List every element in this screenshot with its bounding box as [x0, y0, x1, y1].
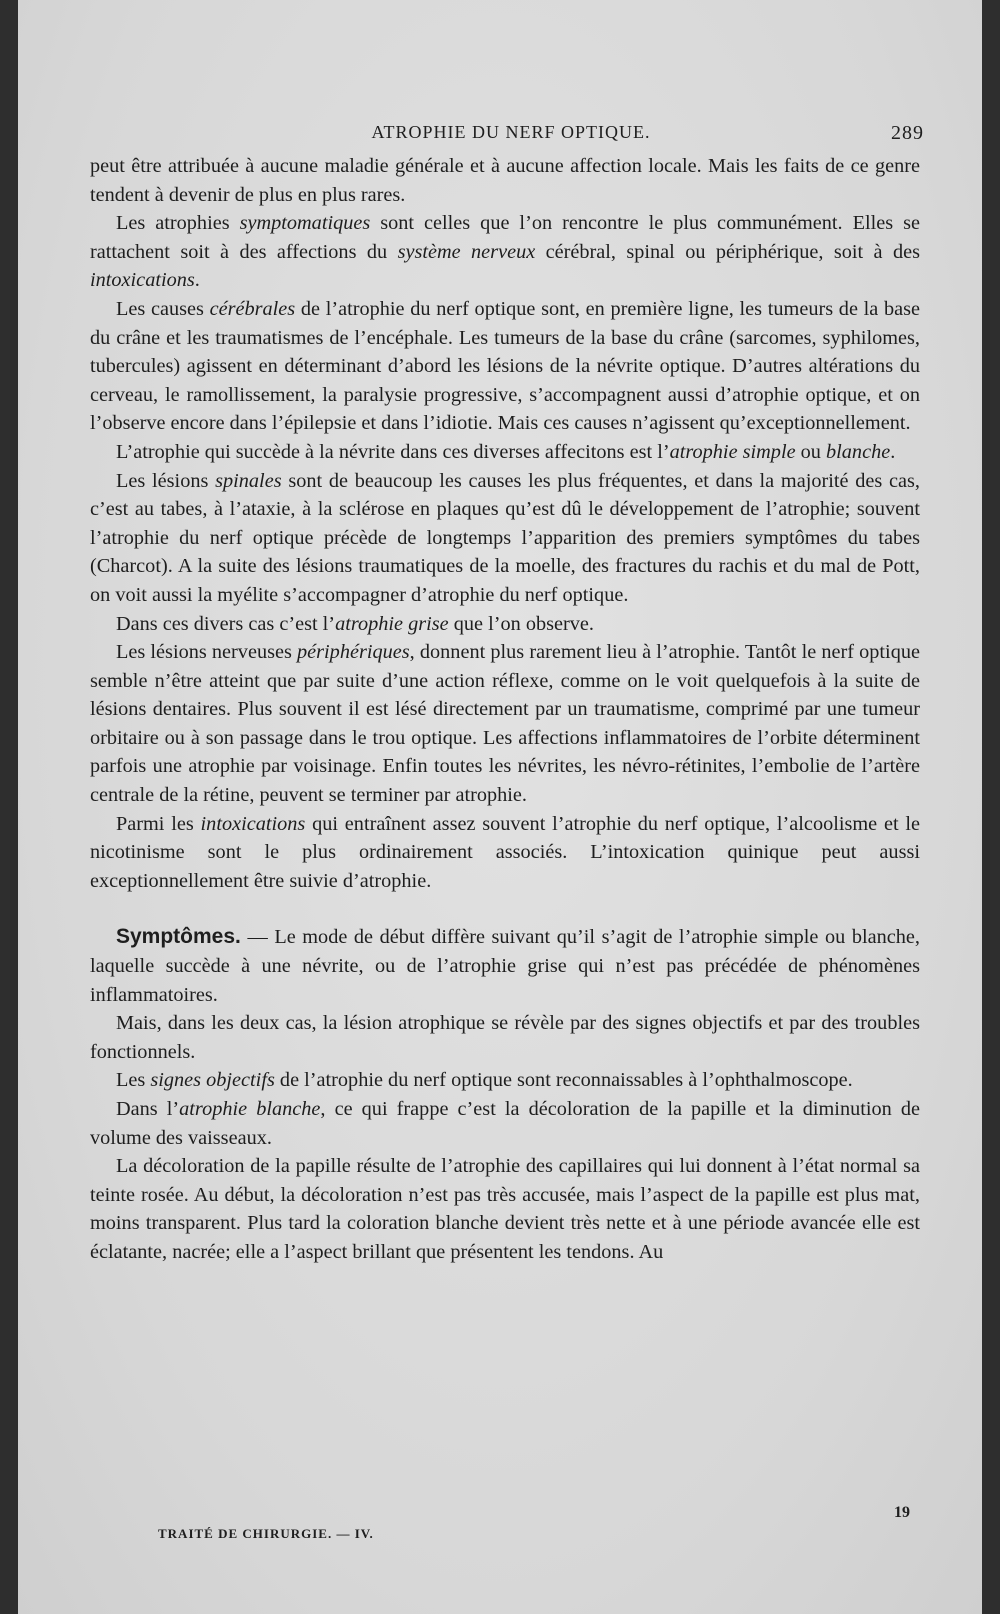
text-run: Parmi les — [116, 812, 201, 835]
text-run: sont celles que l’on rencontre le plus communément. Elles se rattachent soit à des affections du — [90, 212, 920, 263]
paragraph — [90, 1152, 920, 1266]
italic-term: blanche — [826, 440, 891, 463]
text-run: Dans ces divers cas c’est l’ — [116, 612, 336, 635]
text-run: qui entraînent assez souvent l’atrophie du nerf optique, l’alcoolisme et le nicotinisme sont le plus ordinairement associés. L’intoxication quinique peut aussi exceptionnellement être suivie d’atrophie. — [90, 812, 920, 892]
text-run: Dans l’ — [116, 1098, 180, 1120]
text-run: Les — [116, 1069, 151, 1092]
text-run: ou — [795, 440, 827, 463]
paragraph — [90, 152, 920, 209]
text-run: — Le mode de début diffère suivant qu’il s’agit de l’atrophie simple ou blanche, laquelle succède à une névrite, ou de l’atrophie grise qui n’est pas précédée de phénomènes inflammatoires. — [90, 926, 920, 1006]
book-title: TRAITÉ DE CHIRURGIE. — IV. — [158, 1526, 374, 1541]
italic-term: intoxications — [200, 812, 306, 835]
paragraph — [90, 467, 920, 610]
running-header — [98, 122, 924, 152]
italic-term: spinales — [215, 469, 282, 492]
paragraph — [90, 295, 920, 438]
text-run: , ce qui frappe c’est la décoloration de la papille et la diminution de volume des vaisseaux. — [90, 1098, 920, 1149]
paragraph — [90, 1095, 920, 1152]
body-text — [90, 152, 920, 1267]
text-run: Les lésions — [116, 469, 216, 492]
text-run: . — [194, 269, 200, 292]
paragraph — [90, 209, 920, 295]
italic-term: atrophie grise — [335, 612, 449, 635]
section-heading: Symptômes. — [116, 925, 241, 949]
italic-term: système nerveux — [397, 240, 536, 263]
italic-term: atrophie blanche — [179, 1098, 321, 1120]
page-footer — [90, 1504, 910, 1544]
text-run: . — [890, 440, 896, 463]
text-run: Les causes — [116, 297, 210, 320]
paragraph — [90, 438, 920, 467]
italic-term: cérébrales — [209, 297, 296, 320]
text-run: de l’atrophie du nerf optique sont reconnaissables à l’ophthalmoscope. — [274, 1069, 853, 1092]
paragraph — [90, 1066, 920, 1095]
text-run: Les lésions nerveuses — [116, 641, 298, 664]
paragraph — [90, 638, 920, 810]
paragraph — [90, 1009, 920, 1066]
paragraph — [90, 810, 920, 896]
italic-term: symptomatiques — [239, 212, 371, 235]
italic-term: atrophie simple — [669, 440, 796, 463]
italic-term: périphériques — [297, 641, 410, 664]
text-run: L’atrophie qui succède à la névrite dans ces diverses affecitons est l’ — [116, 440, 670, 463]
paragraph — [90, 610, 920, 639]
text-run: peut être attribuée à aucune maladie générale et à aucune affection locale. Mais les faits de ce genre tendent à devenir de plus en plus rares. — [90, 155, 920, 206]
section-paragraph — [90, 923, 920, 1009]
page-number: 289 — [891, 122, 924, 144]
text-run: que l’on observe. — [448, 612, 594, 635]
text-run: cérébral, spinal ou périphérique, soit à des — [535, 240, 920, 263]
italic-term: intoxications — [90, 269, 195, 292]
text-run: Mais, dans les deux cas, la lésion atrophique se révèle par des signes objectifs et par des troubles fonctionnels. — [90, 1012, 920, 1063]
text-run: de l’atrophie du nerf optique sont, en première ligne, les tumeurs de la base du crâne et les traumatismes de l’encéphale. Les tumeurs de la base du crâne (sarcomes, syphilomes, tubercules) agissent en déterminant d’abord les lésions de la névrite optique. D’autres altérations du cerveau, le ramollissement, la paralysie progressive, s’accompagnent aussi d’atrophie optique, et on l’observe encore dans l’épilepsie et dans l’idiotie. Mais ces causes n’agissent qu’exceptionnellement. — [90, 297, 920, 435]
text-run: Les atrophies — [116, 212, 240, 235]
text-run: sont de beaucoup les causes les plus fréquentes, et dans la majorité des cas, c’est au tabes, à l’ataxie, à la sclérose en plaques qu’est dû le développement de l’atrophie; souvent l’atrophie du nerf optique précède de longtemps l’apparition des premiers symptômes du tabes (Charcot). A la suite des lésions traumatiques de la moelle, des fractures du rachis et du mal de Pott, on voit aussi la myélite s’accompagner d’atrophie du nerf optique. — [90, 469, 920, 606]
book-page — [18, 0, 982, 1614]
text-run: , donnent plus rarement lieu à l’atrophie. Tantôt le nerf optique semble n’être atteint que par suite d’une action réflexe, comme on le voit quelquefois à la suite de lésions dentaires. Plus souvent il est lésé directement par un traumatisme, comprimé par une tumeur orbitaire ou à son passage dans le trou optique. Les affections inflammatoires de l’orbite déterminent parfois une atrophie par voisinage. Enfin toutes les névrites, les névro-rétinites, l’embolie de l’artère centrale de la rétine, peuvent se terminer par atrophie. — [90, 641, 920, 807]
signature-mark: 19 — [894, 1504, 910, 1521]
text-run: La décoloration de la papille résulte de l’atrophie des capillaires qui lui donnent à l’état normal sa teinte rosée. Au début, la décoloration n’est pas très accusée, mais l’aspect de la papille est plus mat, moins transparent. Plus tard la coloration blanche devient très nette et à une période avancée elle est éclatante, nacrée; elle a l’aspect brillant que présentent les tendons. Au — [90, 1155, 920, 1263]
running-title: ATROPHIE DU NERF OPTIQUE. — [371, 122, 651, 142]
italic-term: signes objectifs — [150, 1069, 275, 1092]
